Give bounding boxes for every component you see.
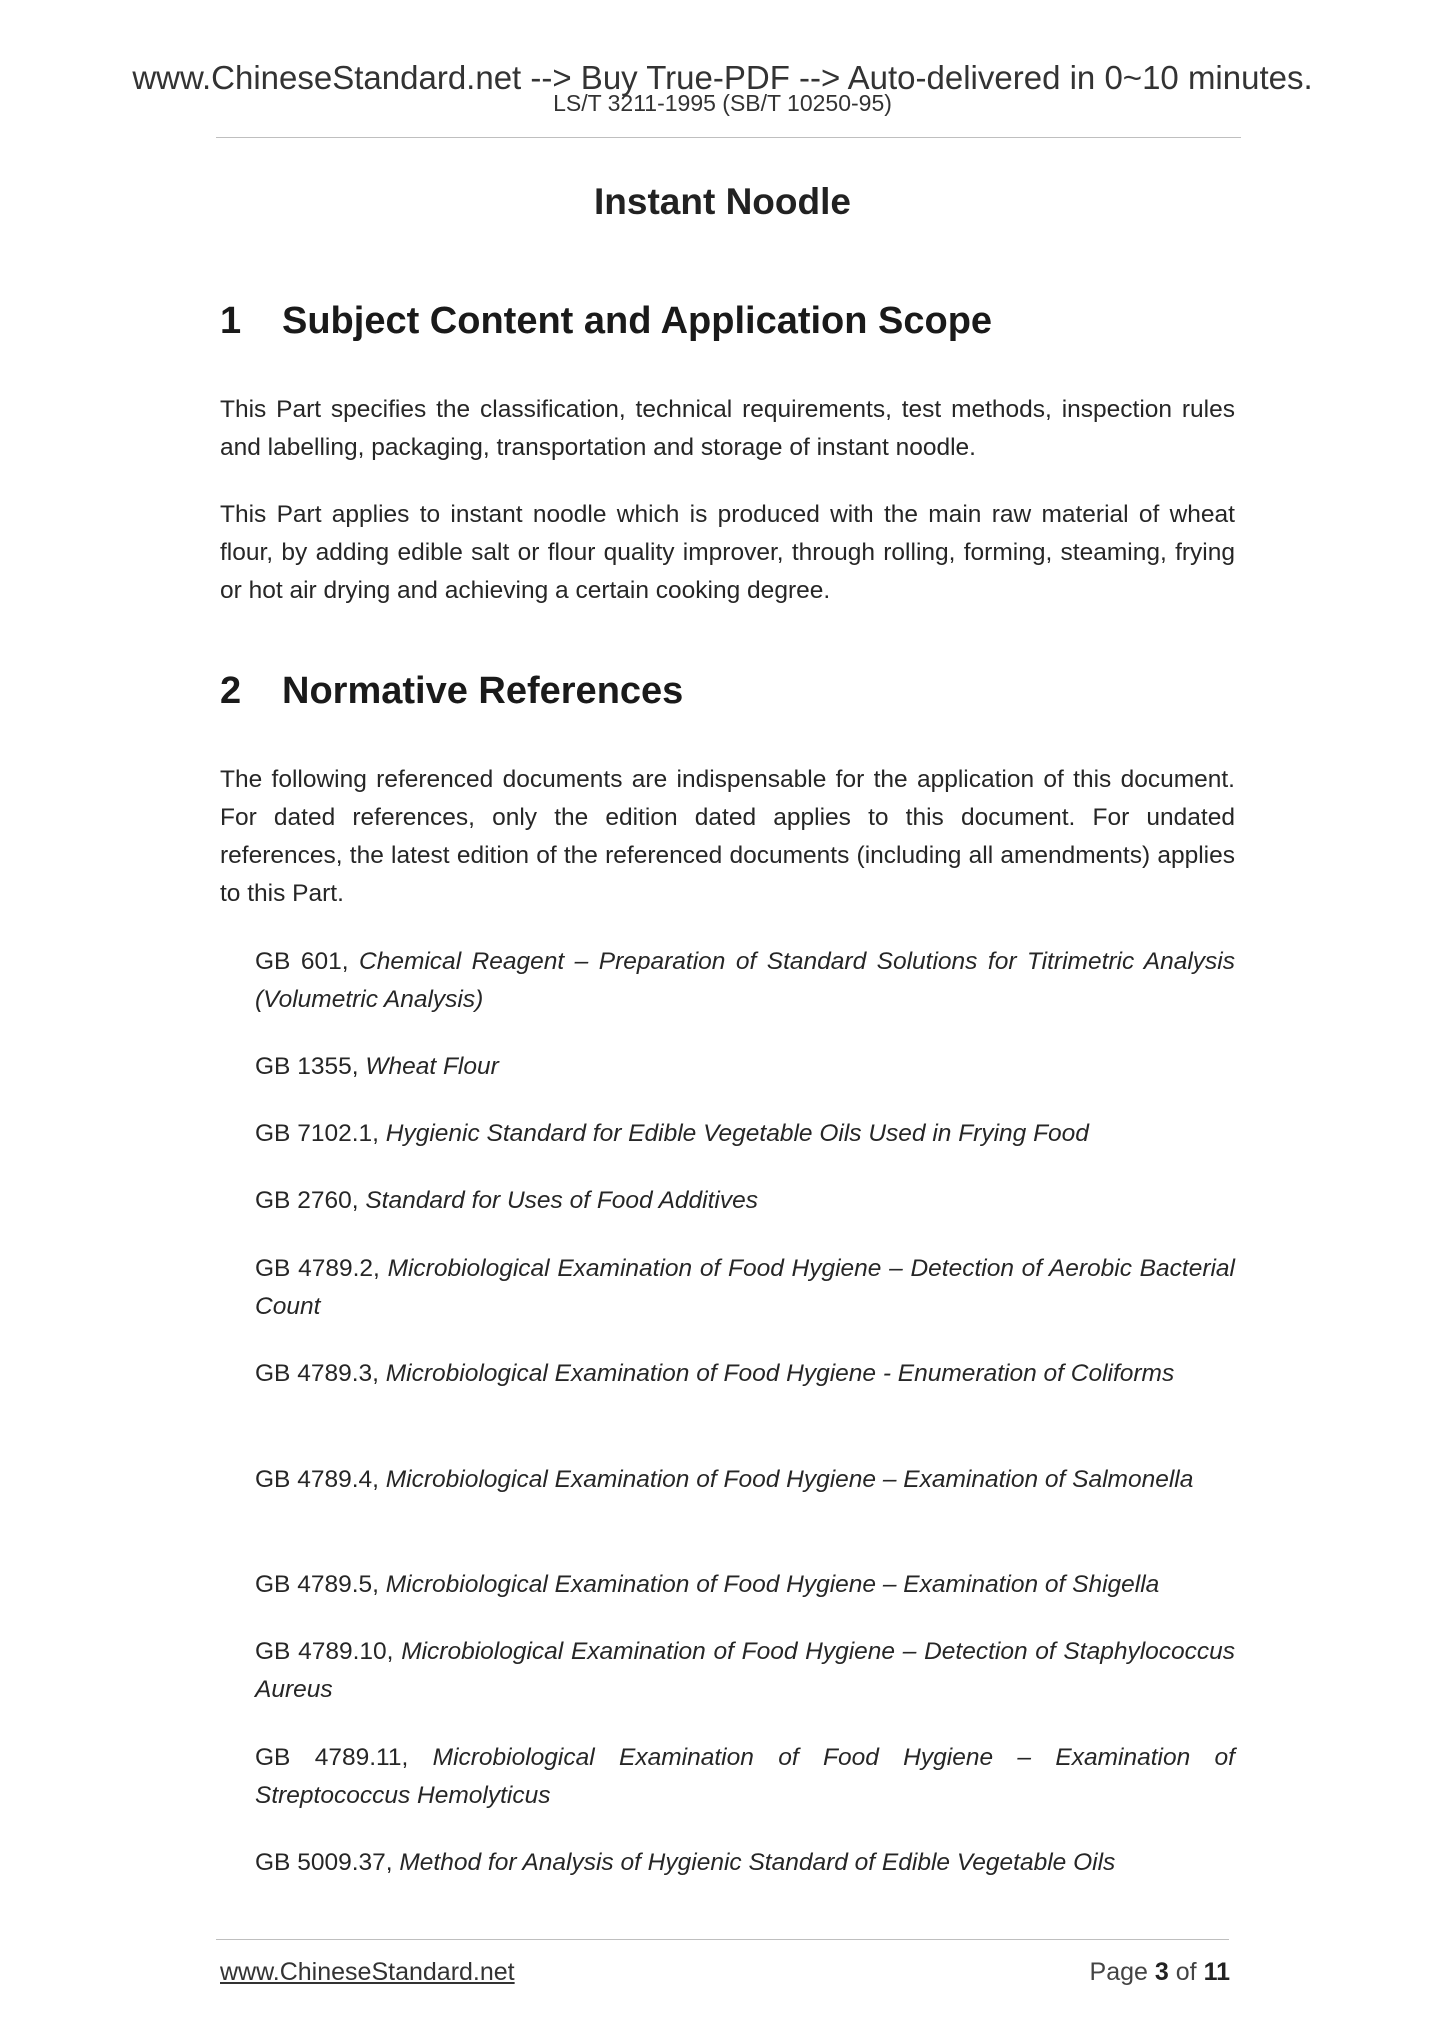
section-1-number: 1 <box>220 300 242 342</box>
footer-divider <box>216 1939 1229 1940</box>
page-label: Page <box>1089 1958 1148 1986</box>
reference-code: GB 5009.37, <box>255 1849 393 1876</box>
reference-title: Microbiological Examination of Food Hygiene – Detection of Staphylococcus Aureus <box>255 1638 1236 1703</box>
scope-paragraph-1: This Part specifies the classification, technical requirements, test methods, inspection rules and labelling, packaging, transportation and storage of instant noodle. <box>220 396 1235 461</box>
page-current: 3 <box>1154 1958 1169 1986</box>
reference-title: Method for Analysis of Hygienic Standard of Edible Vegetable Oils <box>399 1849 1116 1876</box>
reference-code: GB 4789.5, <box>255 1571 379 1598</box>
reference-code: GB 4789.3, <box>255 1360 379 1387</box>
reference-title: Chemical Reagent – Preparation of Standard Solutions for Titrimetric Analysis (Volumetric Analysis) <box>255 948 1236 1013</box>
reference-title: Wheat Flour <box>365 1053 499 1080</box>
page-total: 11 <box>1203 1958 1230 1986</box>
scope-paragraph-2: This Part applies to instant noodle which is produced with the main raw material of wheat flour, by adding edible salt or flour quality improver, through rolling, forming, steaming, frying or hot air drying and achieving a certain cooking degree. <box>220 501 1235 604</box>
footer-site-link[interactable]: www.ChineseStandard.net <box>220 1958 515 1986</box>
reference-title: Microbiological Examination of Food Hygiene – Examination of Salmonella <box>385 1466 1194 1493</box>
reference-code: GB 4789.10, <box>255 1638 394 1665</box>
section-2-heading <box>220 668 683 714</box>
reference-code: GB 2760, <box>255 1187 359 1214</box>
reference-code: GB 4789.4, <box>255 1466 379 1493</box>
section-1-title: Subject Content and Application Scope <box>282 300 993 342</box>
reference-title: Microbiological Examination of Food Hygiene - Enumeration of Coliforms <box>385 1360 1175 1387</box>
reference-item <box>255 1355 1235 1393</box>
reference-title: Microbiological Examination of Food Hygiene – Examination of Shigella <box>385 1571 1160 1598</box>
reference-code: GB 4789.11, <box>255 1744 409 1771</box>
reference-code: GB 1355, <box>255 1053 359 1080</box>
page-of-label: of <box>1175 1958 1197 1986</box>
page-indicator <box>1070 1957 1230 1987</box>
reference-item <box>255 1182 1235 1220</box>
references-intro: The following referenced documents are indispensable for the application of this document. For dated references, only the edition dated applies to this document. For undated references, the latest edition of the referenced documents (including all amendments) applies to this Part. <box>220 766 1235 907</box>
download-banner: www.ChineseStandard.net --> Buy True-PDF --> Auto-delivered in 0~10 minutes. <box>132 59 1313 96</box>
reference-code: GB 4789.2, <box>255 1255 380 1282</box>
reference-item <box>255 1250 1235 1326</box>
reference-item <box>255 1115 1235 1153</box>
reference-code: GB 7102.1, <box>255 1120 379 1147</box>
reference-title: Hygienic Standard for Edible Vegetable Oils Used in Frying Food <box>385 1120 1089 1147</box>
reference-item <box>255 1844 1235 1882</box>
reference-item <box>255 1633 1235 1709</box>
reference-item <box>255 1739 1235 1815</box>
section-1-heading <box>220 298 992 344</box>
reference-code: GB 601, <box>255 948 349 975</box>
reference-item <box>255 943 1235 1019</box>
header-divider <box>216 137 1241 138</box>
document-title: Instant Noodle <box>594 181 851 222</box>
reference-title: Microbiological Examination of Food Hygiene – Detection of Aerobic Bacterial Count <box>255 1255 1235 1320</box>
section-2-title: Normative References <box>282 670 684 712</box>
standard-code: LS/T 3211-1995 (SB/T 10250-95) <box>553 90 892 116</box>
reference-item <box>255 1566 1235 1604</box>
section-2-number: 2 <box>220 670 242 712</box>
reference-item <box>255 1048 1235 1086</box>
reference-title: Microbiological Examination of Food Hygiene – Examination of Streptococcus Hemolyticus <box>255 1744 1235 1809</box>
reference-title: Standard for Uses of Food Additives <box>365 1187 758 1214</box>
reference-item <box>255 1461 1235 1499</box>
